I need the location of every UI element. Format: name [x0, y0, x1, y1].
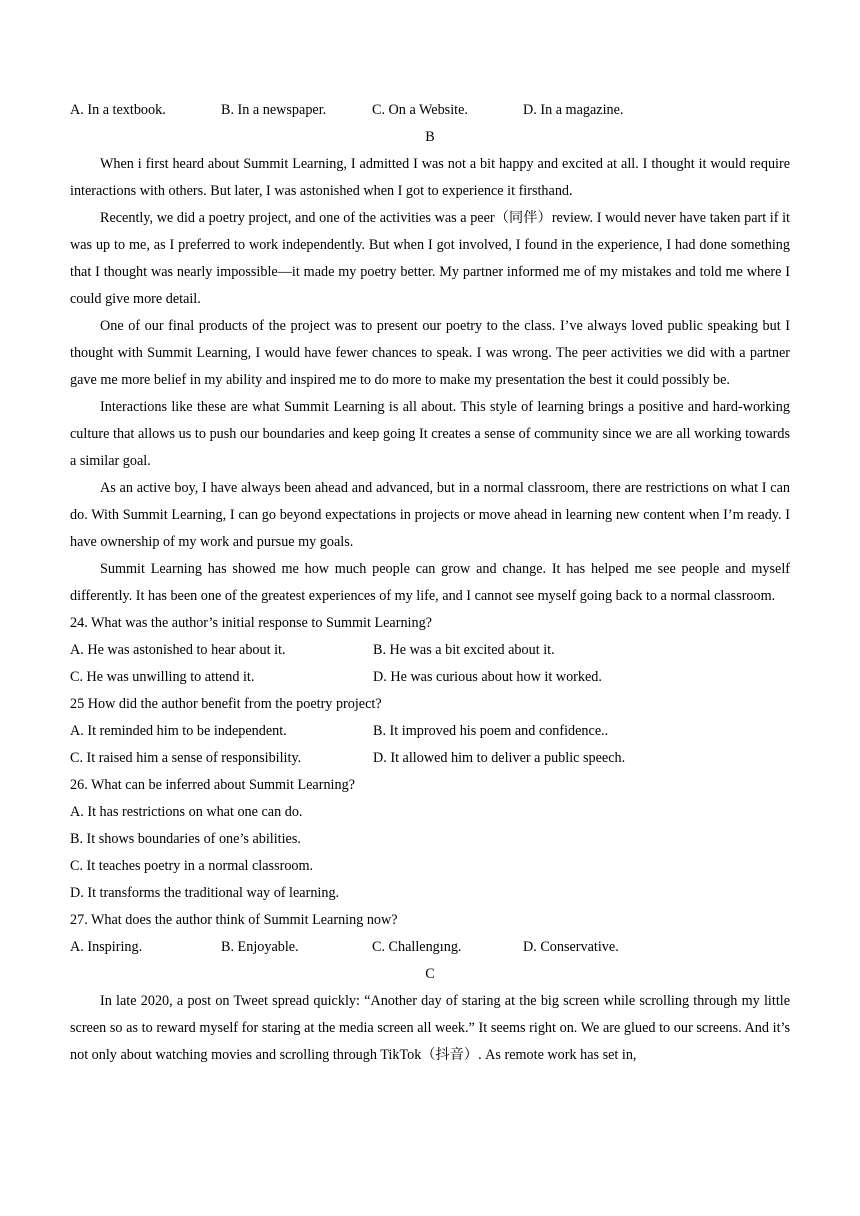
- section-c-paragraph: In late 2020, a post on Tweet spread quickly: “Another day of staring at the big screen while scrolling through my little screen so as to reward myself for staring at the media screen all week.” It seems right on. We are glued to our screens. And it’s not only about watching movies and scrolling through TikTok（抖音）. As remote work has set in,: [70, 993, 790, 1063]
- option-d: D. It transforms the traditional way of learning.: [70, 885, 340, 901]
- option-c: C. On a Website.: [372, 102, 468, 118]
- option-d: D. It allowed him to deliver a public speech.: [373, 750, 626, 766]
- q23-options-row: [70, 97, 790, 124]
- section-b-heading: B: [425, 129, 435, 145]
- option-a: A. In a textbook.: [70, 102, 166, 118]
- question-24-options-row: [70, 637, 790, 664]
- section-b-paragraph: When i first heard about Summit Learning, I admitted I was not a bit happy and excited at all. I thought it would require interactions with others. But later, I was astonished when I got to experience it firsthand.: [70, 156, 790, 199]
- option-a: A. Inspiring.: [70, 939, 143, 955]
- option-b: B. It shows boundaries of one’s abilities.: [70, 831, 301, 847]
- section-b-paragraph: Summit Learning has showed me how much people can grow and change. It has helped me see people and myself differently. It has been one of the greatest experiences of my life, and I cannot see myself going back to a normal classroom.: [70, 561, 790, 604]
- section-b-paragraph: One of our final products of the project was to present our poetry to the class. I’ve always loved public speaking but I thought with Summit Learning, I would have fewer chances to speak. I was wrong. The peer activities we did with a partner gave me more belief in my ability and inspired me to do more to make my presentation the best it could possibly be.: [70, 318, 790, 388]
- option-b: B. Enjoyable.: [221, 939, 299, 955]
- question-25-stem: 25 How did the author benefit from the poetry project?: [70, 696, 382, 712]
- option-a: A. It reminded him to be independent.: [70, 723, 287, 739]
- question-27-options-row: [70, 934, 790, 961]
- option-d: D. He was curious about how it worked.: [373, 669, 602, 685]
- question-26-stem: 26. What can be inferred about Summit Learning?: [70, 777, 355, 793]
- option-c: C. It raised him a sense of responsibility.: [70, 750, 302, 766]
- option-c: C. He was unwilling to attend it.: [70, 669, 255, 685]
- section-b-paragraph: Interactions like these are what Summit Learning is all about. This style of learning brings a positive and hard-working culture that allows us to push our boundaries and keep going It creates a sense of community since we are all working towards a similar goal.: [70, 399, 790, 469]
- question-24-options-row: [70, 664, 790, 691]
- question-25-options-row: [70, 745, 790, 772]
- option-b: B. It improved his poem and confidence..: [373, 723, 609, 739]
- question-25-options-row: [70, 718, 790, 745]
- option-b: B. In a newspaper.: [221, 102, 327, 118]
- option-c: C. Challengıng.: [372, 939, 462, 955]
- question-24-stem: 24. What was the author’s initial response to Summit Learning?: [70, 615, 432, 631]
- option-b: B. He was a bit excited about it.: [373, 642, 555, 658]
- section-c-heading: C: [425, 966, 435, 982]
- question-27-stem: 27. What does the author think of Summit Learning now?: [70, 912, 398, 928]
- section-b-paragraph: As an active boy, I have always been ahead and advanced, but in a normal classroom, there are restrictions on what I can do. With Summit Learning, I can go beyond expectations in projects or move ahead in learning new content when I’m ready. I have ownership of my work and pursue my goals.: [70, 480, 790, 550]
- option-c: C. It teaches poetry in a normal classroom.: [70, 858, 314, 874]
- option-a: A. He was astonished to hear about it.: [70, 642, 286, 658]
- option-a: A. It has restrictions on what one can do.: [70, 804, 303, 820]
- option-d: D. Conservative.: [523, 939, 619, 955]
- document-page: [70, 97, 790, 1069]
- option-d: D. In a magazine.: [523, 102, 624, 118]
- section-b-paragraph: Recently, we did a poetry project, and one of the activities was a peer（同伴）review. I would never have taken part if it was up to me, as I preferred to work independently. But when I got involved, I found in the experience, I had done something that I thought was nearly impossible—it made my poetry better. My partner informed me of my mistakes and told me where I could give more detail.: [70, 210, 790, 307]
